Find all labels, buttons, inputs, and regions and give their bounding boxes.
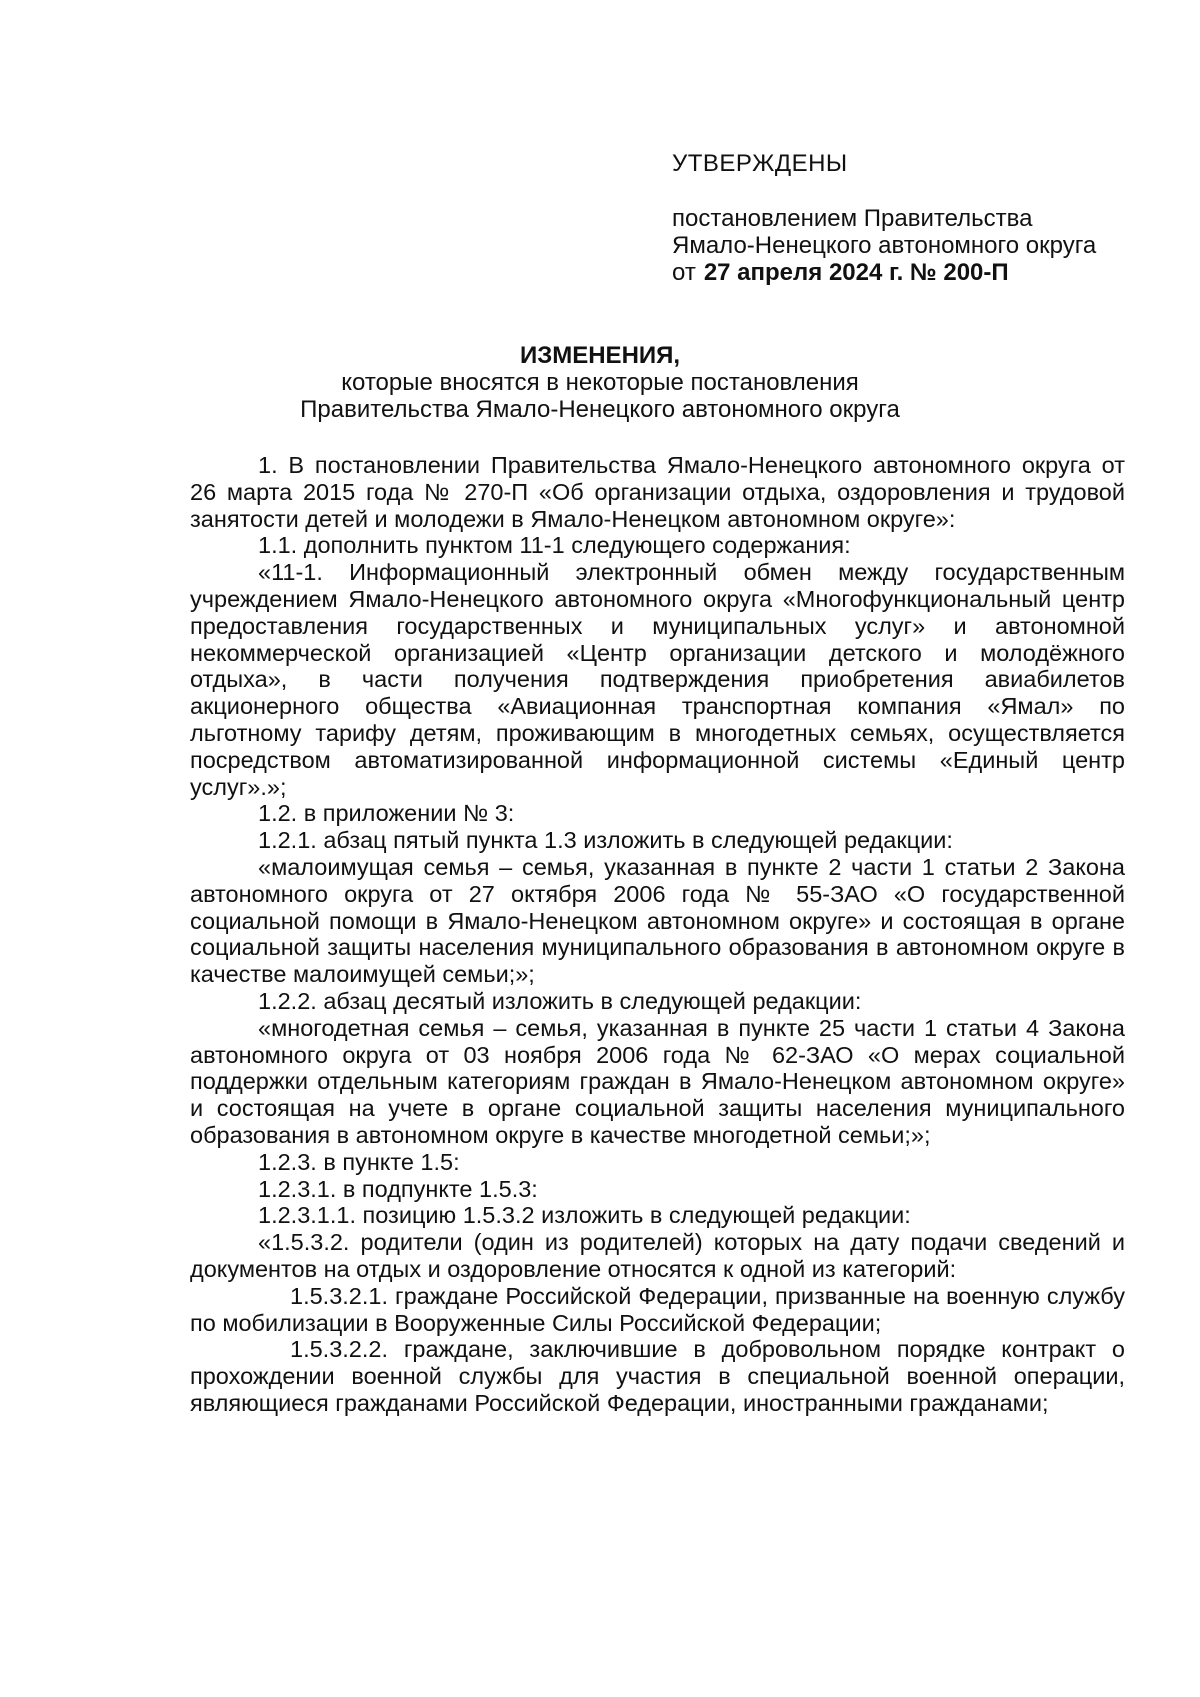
document-subtitle-line-1: которые вносятся в некоторые постановления	[341, 369, 859, 396]
approval-line-2: Ямало-Ненецкого автономного округа	[672, 232, 1097, 259]
document-title: ИЗМЕНЕНИЯ,	[519, 342, 681, 369]
approval-line-1: постановлением Правительства	[672, 205, 1033, 232]
approval-date-filled: 27 апреля 2024 г. № 200-П	[703, 259, 1009, 286]
document-subtitle-line-2: Правительства Ямало-Ненецкого автономного округа	[300, 396, 900, 423]
paragraph: 1.2.2. абзац десятый изложить в следующей редакции:	[258, 987, 862, 1014]
paragraph: 1.2.3.1. в подпункте 1.5.3:	[258, 1175, 538, 1202]
paragraph: 1.2.3.1.1. позицию 1.5.3.2 изложить в следующей редакции:	[258, 1202, 911, 1229]
paragraph: 1.5.3.2.1. граждане Российской Федерации, призванные на военную службу по мобилизации в Вооруженные Силы Российской Федерации;	[190, 1282, 1125, 1336]
approval-date-prefix: от	[672, 259, 696, 286]
approval-stamp: УТВЕРЖДЕНЫ	[672, 150, 848, 177]
approval-block	[672, 150, 1152, 286]
document-body	[190, 452, 1125, 1417]
paragraph: 1.5.3.2.2. граждане, заключившие в добровольном порядке контракт о прохождении военной службы для участия в специальной военной операции, являющиеся гражданами Российской Федерации, иностранными гражданами;	[190, 1336, 1125, 1416]
paragraph: 1.1. дополнить пунктом 11-1 следующего содержания:	[258, 532, 851, 559]
document-heading	[0, 342, 1200, 423]
paragraph: «11-1. Информационный электронный обмен между государственным учреждением Ямало-Ненецкого автономного округа «Многофункциональный центр предоставления государственных и муниципальных услуг» и автономной некоммерческой организацией «Центр организации детского и молодёжного отдыха», в части получения подтверждения приобретения авиабилетов акционерного общества «Авиационная транспортная компания «Ямал» по льготному тарифу детям, проживающим в многодетных семьях, осуществляется посредством автоматизированной информационной системы «Единый центр услуг».»;	[190, 559, 1125, 800]
approval-date-line	[672, 259, 1152, 286]
paragraph: «многодетная семья – семья, указанная в пункте 25 части 1 статьи 4 Закона автономного округа от 03 ноября 2006 года № 62-ЗАО «О мерах социальной поддержки отдельным категориям граждан в Ямало-Ненецком автономном округе» и состоящая на учете в органе социальной защиты населения муниципального образования в автономном округе в качестве многодетной семьи;»;	[190, 1014, 1125, 1148]
paragraph: «малоимущая семья – семья, указанная в пункте 2 части 1 статьи 2 Закона автономного округа от 27 октября 2006 года № 55-ЗАО «О государственной социальной помощи в Ямало-Ненецком автономном округе» и состоящая в органе социальной защиты населения муниципального образования в автономном округе в качестве малоимущей семьи;»;	[190, 853, 1125, 988]
paragraph: 1.2.3. в пункте 1.5:	[258, 1148, 460, 1175]
paragraph: 1. В постановлении Правительства Ямало-Ненецкого автономного округа от 26 марта 2015 года № 270-П «Об организации отдыха, оздоровления и трудовой занятости детей и молодежи в Ямало-Ненецком автономном округе»:	[190, 452, 1125, 532]
paragraph: 1.2. в приложении № 3:	[258, 800, 515, 827]
paragraph: «1.5.3.2. родители (один из родителей) которых на дату подачи сведений и документов на отдых и оздоровление относятся к одной из категорий:	[190, 1229, 1125, 1282]
paragraph: 1.2.1. абзац пятый пункта 1.3 изложить в следующей редакции:	[258, 827, 953, 854]
